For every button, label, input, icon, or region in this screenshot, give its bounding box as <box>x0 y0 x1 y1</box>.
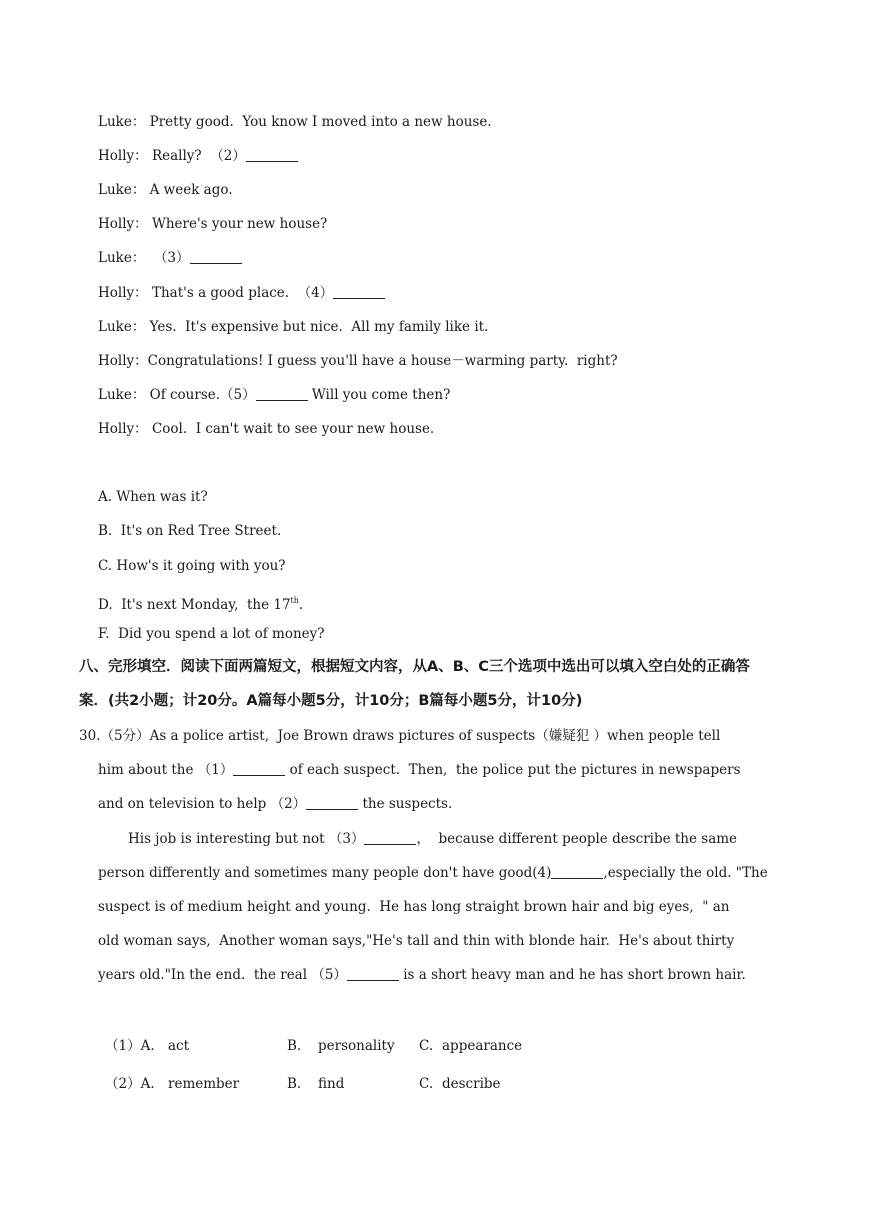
dialogue-line <box>98 249 242 267</box>
choice-b-label: B. <box>287 1076 302 1092</box>
passage-line <box>98 795 452 813</box>
speaker: Luke： <box>98 319 146 335</box>
speaker: Holly： <box>98 353 148 369</box>
passage-text: （5分）As a police artist, Joe Brown draws pictures of suspects（嫌疑犯 ）when people tell <box>100 728 721 744</box>
passage-text: the suspects. <box>358 796 453 812</box>
speaker: Holly： <box>98 421 148 437</box>
section-heading: 八、完形填空．阅读下面两篇短文，根据短文内容，从A、B、C三个选项中选出可以填入空白处的正确答 <box>79 659 750 675</box>
speaker: Luke： <box>98 387 146 403</box>
dialogue-line <box>98 352 618 370</box>
speaker: Luke： <box>98 250 146 266</box>
dialogue-text: Where's your new house? <box>147 216 328 232</box>
option-item: F. Did you spend a lot of money? <box>98 626 325 642</box>
dialogue-text: Congratulations! I guess you'll have a house－warming party. right? <box>147 353 618 369</box>
answer-blank[interactable] <box>306 796 358 810</box>
passage-line: suspect is of medium height and young. He has long straight brown hair and big eyes, " an <box>98 899 730 915</box>
dialogue-text: Of course.（5） <box>145 387 256 403</box>
dialogue-text: Really? （2） <box>147 148 246 164</box>
passage-text: and on television to help （2） <box>98 796 307 812</box>
choice-b[interactable]: find <box>318 1076 345 1092</box>
choice-b-label: B. <box>287 1038 302 1054</box>
superscript: th <box>290 596 299 605</box>
dialogue-text: That's a good place. （4） <box>147 285 334 301</box>
passage-text: him about the （1） <box>98 762 234 778</box>
dialogue-text: Yes. It's expensive but nice. All my family like it. <box>145 319 489 335</box>
option-item: C. How's it going with you? <box>98 558 286 574</box>
speaker: Holly： <box>98 216 148 232</box>
choice-a[interactable]: act <box>168 1038 190 1054</box>
answer-blank[interactable] <box>333 285 385 299</box>
question-30-line <box>79 727 720 745</box>
choice-number: （1）A. <box>105 1038 155 1054</box>
dialogue-text: （3） <box>145 250 190 266</box>
option-text: . <box>298 597 304 613</box>
choice-c-label: C. <box>419 1076 434 1092</box>
choice-b[interactable]: personality <box>318 1038 395 1054</box>
speaker: Luke： <box>98 114 146 130</box>
dialogue-line <box>98 284 385 302</box>
choice-number: （2）A. <box>105 1076 155 1092</box>
question-number: 30. <box>79 728 101 744</box>
answer-blank[interactable] <box>246 148 298 162</box>
dialogue-line <box>98 181 233 199</box>
answer-blank[interactable] <box>347 967 399 981</box>
choice-c[interactable]: appearance <box>442 1038 523 1054</box>
passage-line <box>98 761 741 779</box>
passage-text: His job is interesting but not （3） <box>128 831 365 847</box>
option-item: A. When was it? <box>98 489 208 505</box>
choice-row <box>105 1075 155 1093</box>
passage-line <box>98 864 768 882</box>
passage-line <box>98 966 746 984</box>
passage-text: of each suspect. Then, the police put the pictures in newspapers <box>285 762 741 778</box>
choice-a[interactable]: remember <box>168 1076 240 1092</box>
answer-blank[interactable] <box>190 250 242 264</box>
dialogue-line <box>98 420 434 438</box>
dialogue-line <box>98 113 492 131</box>
option-text: D. It's next Monday, the 17 <box>98 597 291 613</box>
option-item: B. It's on Red Tree Street. <box>98 523 282 539</box>
dialogue-line <box>98 147 298 165</box>
answer-blank[interactable] <box>364 831 416 845</box>
dialogue-line <box>98 386 450 404</box>
speaker: Holly： <box>98 148 148 164</box>
passage-line <box>128 830 737 848</box>
section-heading: 案．(共2小题；计20分。A篇每小题5分，计10分；B篇每小题5分，计10分) <box>79 693 583 709</box>
passage-text: ,especially the old. "The <box>603 865 768 881</box>
choice-row <box>105 1037 155 1055</box>
option-item <box>98 592 303 614</box>
answer-blank[interactable] <box>256 387 308 401</box>
passage-text: ， because different people describe the same <box>416 831 738 847</box>
answer-blank[interactable] <box>233 762 285 776</box>
answer-blank[interactable] <box>551 865 603 879</box>
dialogue-text: Will you come then? <box>307 387 451 403</box>
dialogue-line <box>98 318 488 336</box>
passage-line: old woman says, Another woman says,"He's tall and thin with blonde hair. He's about thirty <box>98 933 735 949</box>
speaker: Luke： <box>98 182 146 198</box>
choice-c[interactable]: describe <box>442 1076 501 1092</box>
dialogue-text: A week ago. <box>145 182 233 198</box>
passage-text: is a short heavy man and he has short brown hair. <box>398 967 746 983</box>
passage-text: person differently and sometimes many people don't have good(4) <box>98 865 552 881</box>
passage-text: years old."In the end. the real （5） <box>98 967 347 983</box>
dialogue-text: Pretty good. You know I moved into a new house. <box>145 114 492 130</box>
choice-c-label: C. <box>419 1038 434 1054</box>
dialogue-text: Cool. I can't wait to see your new house. <box>147 421 435 437</box>
speaker: Holly： <box>98 285 148 301</box>
dialogue-line <box>98 215 327 233</box>
